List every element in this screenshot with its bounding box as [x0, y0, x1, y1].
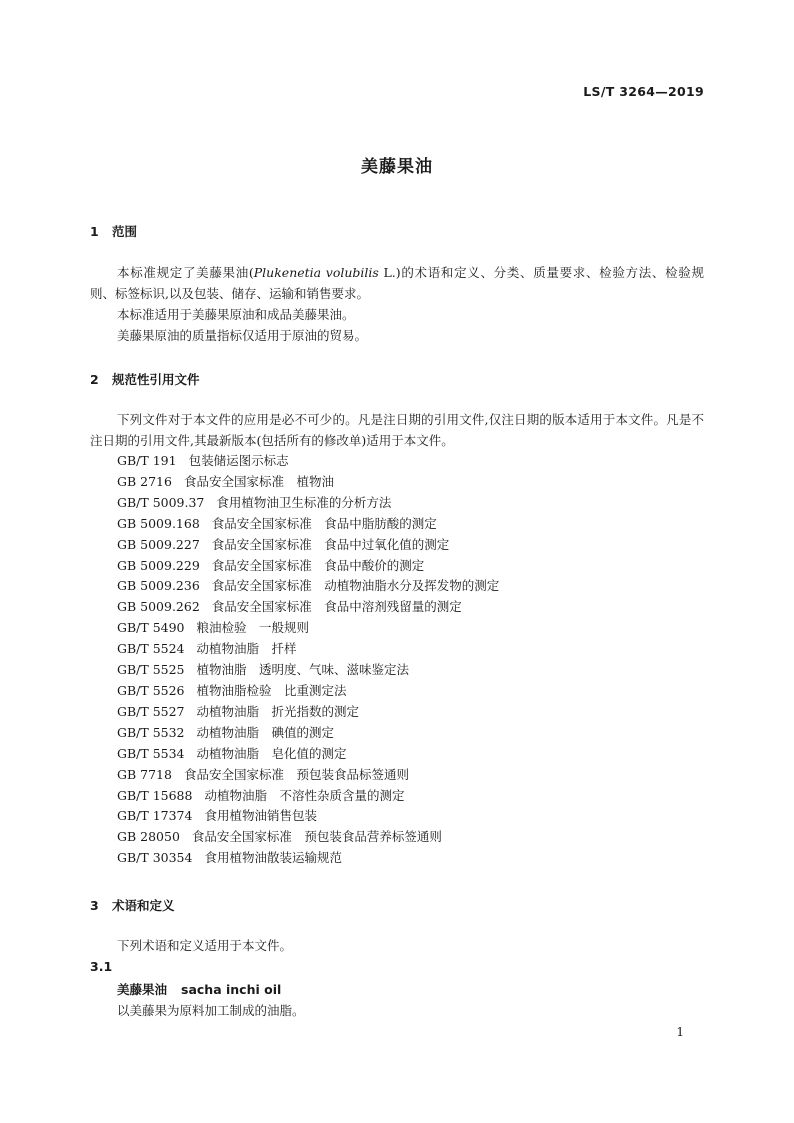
clause-number: 3.1 — [90, 959, 113, 974]
section-2-heading — [90, 370, 200, 388]
reference-item — [117, 681, 499, 702]
text-span: 本标准规定了美藤果油( — [117, 265, 254, 280]
reference-item — [117, 806, 499, 827]
reference-title: 粮油检验 一般规则 — [196, 620, 310, 636]
reference-code: GB/T 5009.37 — [117, 494, 205, 510]
reference-item — [117, 744, 499, 765]
reference-code: GB/T 15688 — [117, 787, 193, 803]
term-chinese: 美藤果油 — [117, 982, 168, 997]
reference-code: GB/T 5527 — [117, 703, 185, 719]
reference-code: GB/T 17374 — [117, 808, 193, 824]
page-number: 1 — [676, 1025, 684, 1039]
reference-item — [117, 639, 499, 660]
reference-title: 食品安全国家标准 植物油 — [183, 473, 334, 489]
text-span: L.)的术语和定义、分类、质量要求、检验方法、检验规则、标签标识,以及包装、储存、运输和销售要求。 — [90, 265, 704, 301]
reference-title: 食品安全国家标准 预包装食品营养标签通则 — [191, 829, 442, 845]
reference-title: 食用植物油销售包装 — [204, 808, 317, 824]
reference-title: 植物油脂检验 比重测定法 — [196, 682, 347, 698]
reference-code: GB/T 5534 — [117, 745, 185, 761]
reference-item — [117, 597, 499, 618]
scope-paragraph-3: 美藤果原油的质量指标仅适用于原油的贸易。 — [117, 328, 368, 343]
reference-code: GB/T 5532 — [117, 724, 185, 740]
reference-title: 动植物油脂 碘值的测定 — [196, 724, 335, 740]
reference-item — [117, 493, 499, 514]
section-number: 2 — [90, 372, 99, 387]
reference-title: 包装储运图示标志 — [188, 453, 289, 468]
reference-code: GB 5009.229 — [117, 557, 200, 573]
reference-code: GB/T 5526 — [117, 682, 185, 698]
reference-title: 食品安全国家标准 食品中溶剂残留量的测定 — [211, 599, 462, 615]
reference-title: 食用植物油卫生标准的分析方法 — [216, 494, 392, 510]
reference-title: 食品安全国家标准 动植物油脂水分及挥发物的测定 — [211, 578, 500, 594]
reference-title: 食品安全国家标准 预包装食品标签通则 — [183, 766, 409, 782]
terms-intro: 下列术语和定义适用于本文件。 — [117, 938, 293, 953]
reference-item — [117, 702, 499, 723]
section-number: 3 — [90, 898, 99, 913]
standard-number: LS/T 3264—2019 — [583, 84, 704, 99]
section-title: 规范性引用文件 — [112, 372, 200, 387]
reference-item — [117, 848, 499, 869]
reference-item — [117, 514, 499, 535]
reference-item — [117, 827, 499, 848]
reference-title: 食用植物油散装运输规范 — [204, 850, 342, 866]
reference-item — [117, 556, 499, 577]
reference-item — [117, 618, 499, 639]
reference-item — [117, 576, 499, 597]
reference-code: GB/T 5525 — [117, 662, 185, 678]
reference-title: 动植物油脂 扦样 — [196, 641, 297, 657]
section-title: 术语和定义 — [112, 898, 175, 913]
reference-item — [117, 451, 499, 472]
reference-code: GB/T 5490 — [117, 620, 185, 636]
section-3-heading — [90, 896, 175, 914]
reference-code: GB 7718 — [117, 766, 172, 782]
reference-item — [117, 660, 499, 681]
reference-title: 食品安全国家标准 食品中酸价的测定 — [211, 557, 425, 573]
reference-code: GB 5009.236 — [117, 578, 200, 594]
latin-name: Plukenetia volubilis — [253, 265, 379, 280]
reference-item — [117, 535, 499, 556]
reference-code: GB 2716 — [117, 473, 172, 489]
reference-item — [117, 765, 499, 786]
section-title: 范围 — [112, 224, 138, 239]
reference-code: GB 28050 — [117, 829, 180, 845]
reference-code: GB 5009.262 — [117, 599, 200, 615]
term-definition: 以美藤果为原料加工制成的油脂。 — [117, 1003, 305, 1018]
section-number: 1 — [90, 224, 99, 239]
reference-title: 动植物油脂 不溶性杂质含量的测定 — [204, 787, 405, 803]
reference-title: 植物油脂 透明度、气味、滋味鉴定法 — [196, 662, 410, 678]
reference-item — [117, 723, 499, 744]
reference-list — [117, 451, 499, 869]
reference-item — [117, 472, 499, 493]
reference-title: 食品安全国家标准 食品中过氧化值的测定 — [211, 536, 450, 552]
reference-item — [117, 786, 499, 807]
term-entry — [117, 980, 281, 998]
references-intro: 下列文件对于本文件的应用是必不可少的。凡是注日期的引用文件,仅注日期的版本适用于本文件。凡是不注日期的引用文件,其最新版本(包括所有的修改单)适用于本文件。 — [90, 412, 704, 448]
scope-paragraph-2: 本标准适用于美藤果原油和成品美藤果油。 — [117, 307, 355, 322]
reference-code: GB 5009.168 — [117, 515, 200, 531]
reference-code: GB/T 5524 — [117, 641, 185, 657]
reference-title: 动植物油脂 皂化值的测定 — [196, 745, 347, 761]
reference-title: 动植物油脂 折光指数的测定 — [196, 703, 360, 719]
page-title: 美藤果油 — [361, 157, 433, 177]
reference-code: GB/T 191 — [117, 453, 177, 468]
scope-paragraph-1 — [90, 262, 704, 304]
reference-title: 食品安全国家标准 食品中脂肪酸的测定 — [211, 515, 437, 531]
reference-code: GB 5009.227 — [117, 536, 200, 552]
section-1-heading — [90, 222, 137, 240]
term-english: sacha inchi oil — [181, 982, 282, 997]
reference-code: GB/T 30354 — [117, 850, 193, 866]
